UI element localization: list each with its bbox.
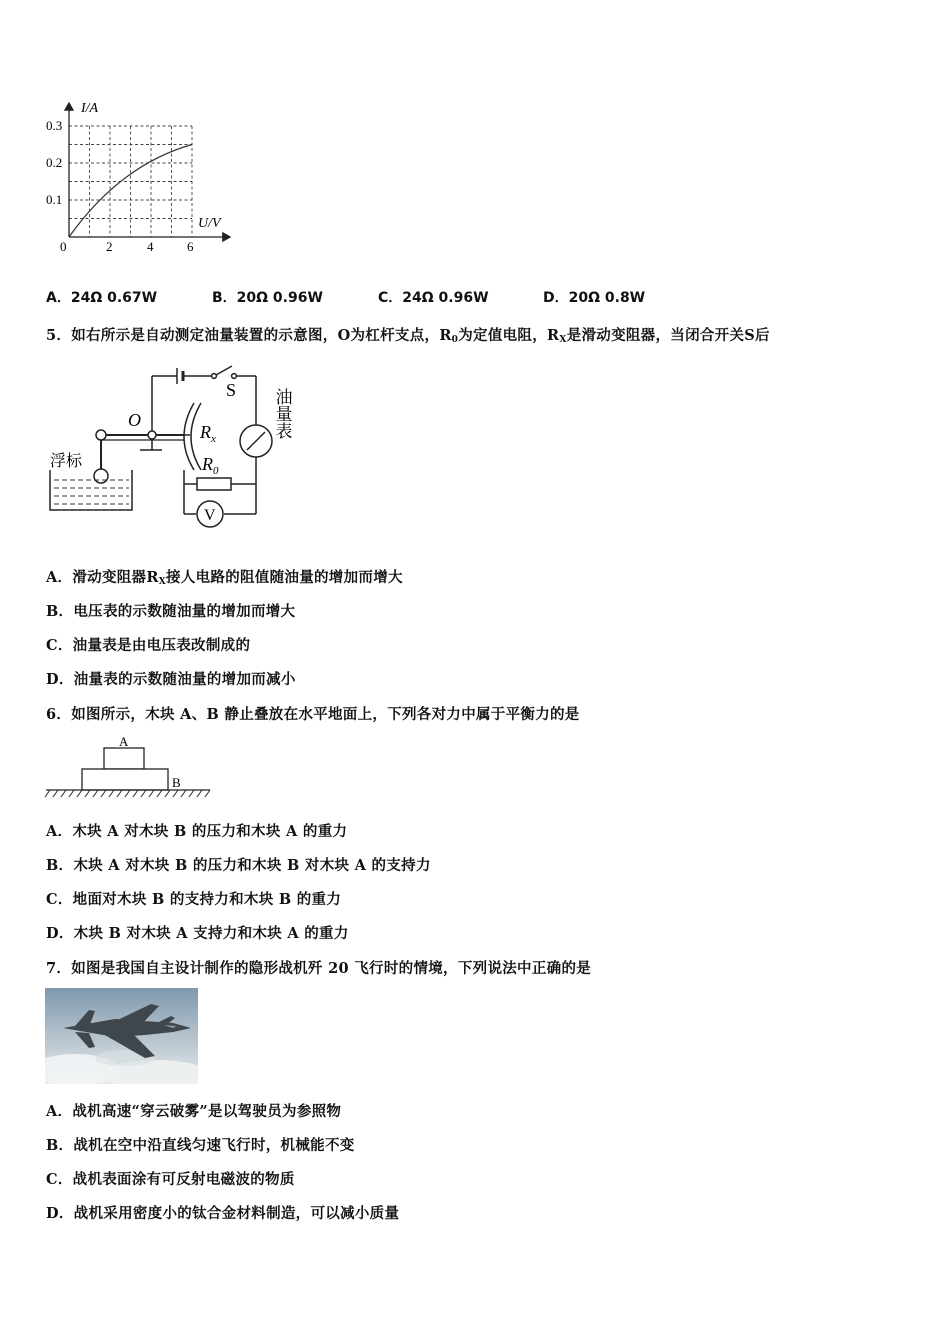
float-label: 浮标 xyxy=(50,453,83,470)
switch-label: S xyxy=(226,380,237,400)
q5-option-a[interactable]: A．滑动变阻器$R_X$接人电路的阻值随油量的增加而增大 xyxy=(46,569,403,587)
q5-option-c[interactable]: C．油量表是由电压表改制成的 xyxy=(46,637,251,654)
iu-curve xyxy=(69,145,192,238)
r0-label: $R_0$ xyxy=(202,454,219,477)
q5-option-b[interactable]: B．电压表的示数随油量的增加而增大 xyxy=(46,603,296,620)
origin-label: 0 xyxy=(60,239,67,254)
q4-option-d[interactable]: D．20Ω 0.8W xyxy=(543,290,646,306)
fighter-jet-photo xyxy=(45,988,198,1084)
q6-option-c[interactable]: C．地面对木块 B 的支持力和木块 B 的重力 xyxy=(46,891,342,908)
q7-option-d[interactable]: D．战机采用密度小的钛合金材料制造，可以减小质量 xyxy=(46,1205,400,1222)
y-tick-label: 0.1 xyxy=(46,192,63,207)
block-b-label: B xyxy=(172,775,181,790)
block-a-label: A xyxy=(119,734,129,749)
q5-stem: 5．如右所示是自动测定油量装置的示意图，O为杠杆支点，$R_0$为定值电阻，$R_X$是滑动变阻器，当闭合开关S后 xyxy=(46,327,770,345)
q7-option-a[interactable]: A．战机高速“穿云破雾”是以驾驶员为参照物 xyxy=(46,1103,342,1120)
q7-option-b[interactable]: B．战机在空中沿直线匀速飞行时，机械能不变 xyxy=(46,1137,355,1154)
x-tick-label: 4 xyxy=(147,239,154,254)
graph-grid xyxy=(69,126,192,237)
q6-stem: 6．如图所示，木块 A、B 静止叠放在水平地面上，下列各对力中属于平衡力的是 xyxy=(46,706,580,723)
q6-option-a[interactable]: A．木块 A 对木块 B 的压力和木块 A 的重力 xyxy=(46,823,348,840)
y-tick-label: 0.2 xyxy=(46,155,63,170)
meter-label: 油量表 xyxy=(272,388,292,439)
stacked-blocks-diagram xyxy=(44,734,214,800)
pivot-label: O xyxy=(128,410,141,430)
q7-stem: 7．如图是我国自主设计制作的隐形战机歼 20 飞行时的情境，下列说法中正确的是 xyxy=(46,960,592,977)
x-axis-label: U/V xyxy=(198,216,221,231)
q6-option-b[interactable]: B．木块 A 对木块 B 的压力和木块 B 对木块 A 的支持力 xyxy=(46,857,431,874)
q4-option-b[interactable]: B．20Ω 0.96W xyxy=(212,290,323,306)
q4-option-a[interactable]: A．24Ω 0.67W xyxy=(46,290,158,306)
q7-option-c[interactable]: C．战机表面涂有可反射电磁波的物质 xyxy=(46,1171,295,1188)
x-tick-label: 6 xyxy=(187,239,194,254)
q5-option-d[interactable]: D．油量表的示数随油量的增加而减小 xyxy=(46,671,296,688)
x-tick-label: 2 xyxy=(106,239,113,254)
oil-gauge-diagram xyxy=(44,358,314,528)
y-tick-label: 0.3 xyxy=(46,118,63,133)
q6-option-d[interactable]: D．木块 B 对木块 A 支持力和木块 A 的重力 xyxy=(46,925,349,942)
y-axis-label: I/A xyxy=(81,101,99,116)
rx-label: $R_x$ xyxy=(200,422,216,445)
voltmeter-label: V xyxy=(204,507,216,524)
q4-option-c[interactable]: C．24Ω 0.96W xyxy=(378,290,489,306)
iu-graph xyxy=(40,95,240,260)
